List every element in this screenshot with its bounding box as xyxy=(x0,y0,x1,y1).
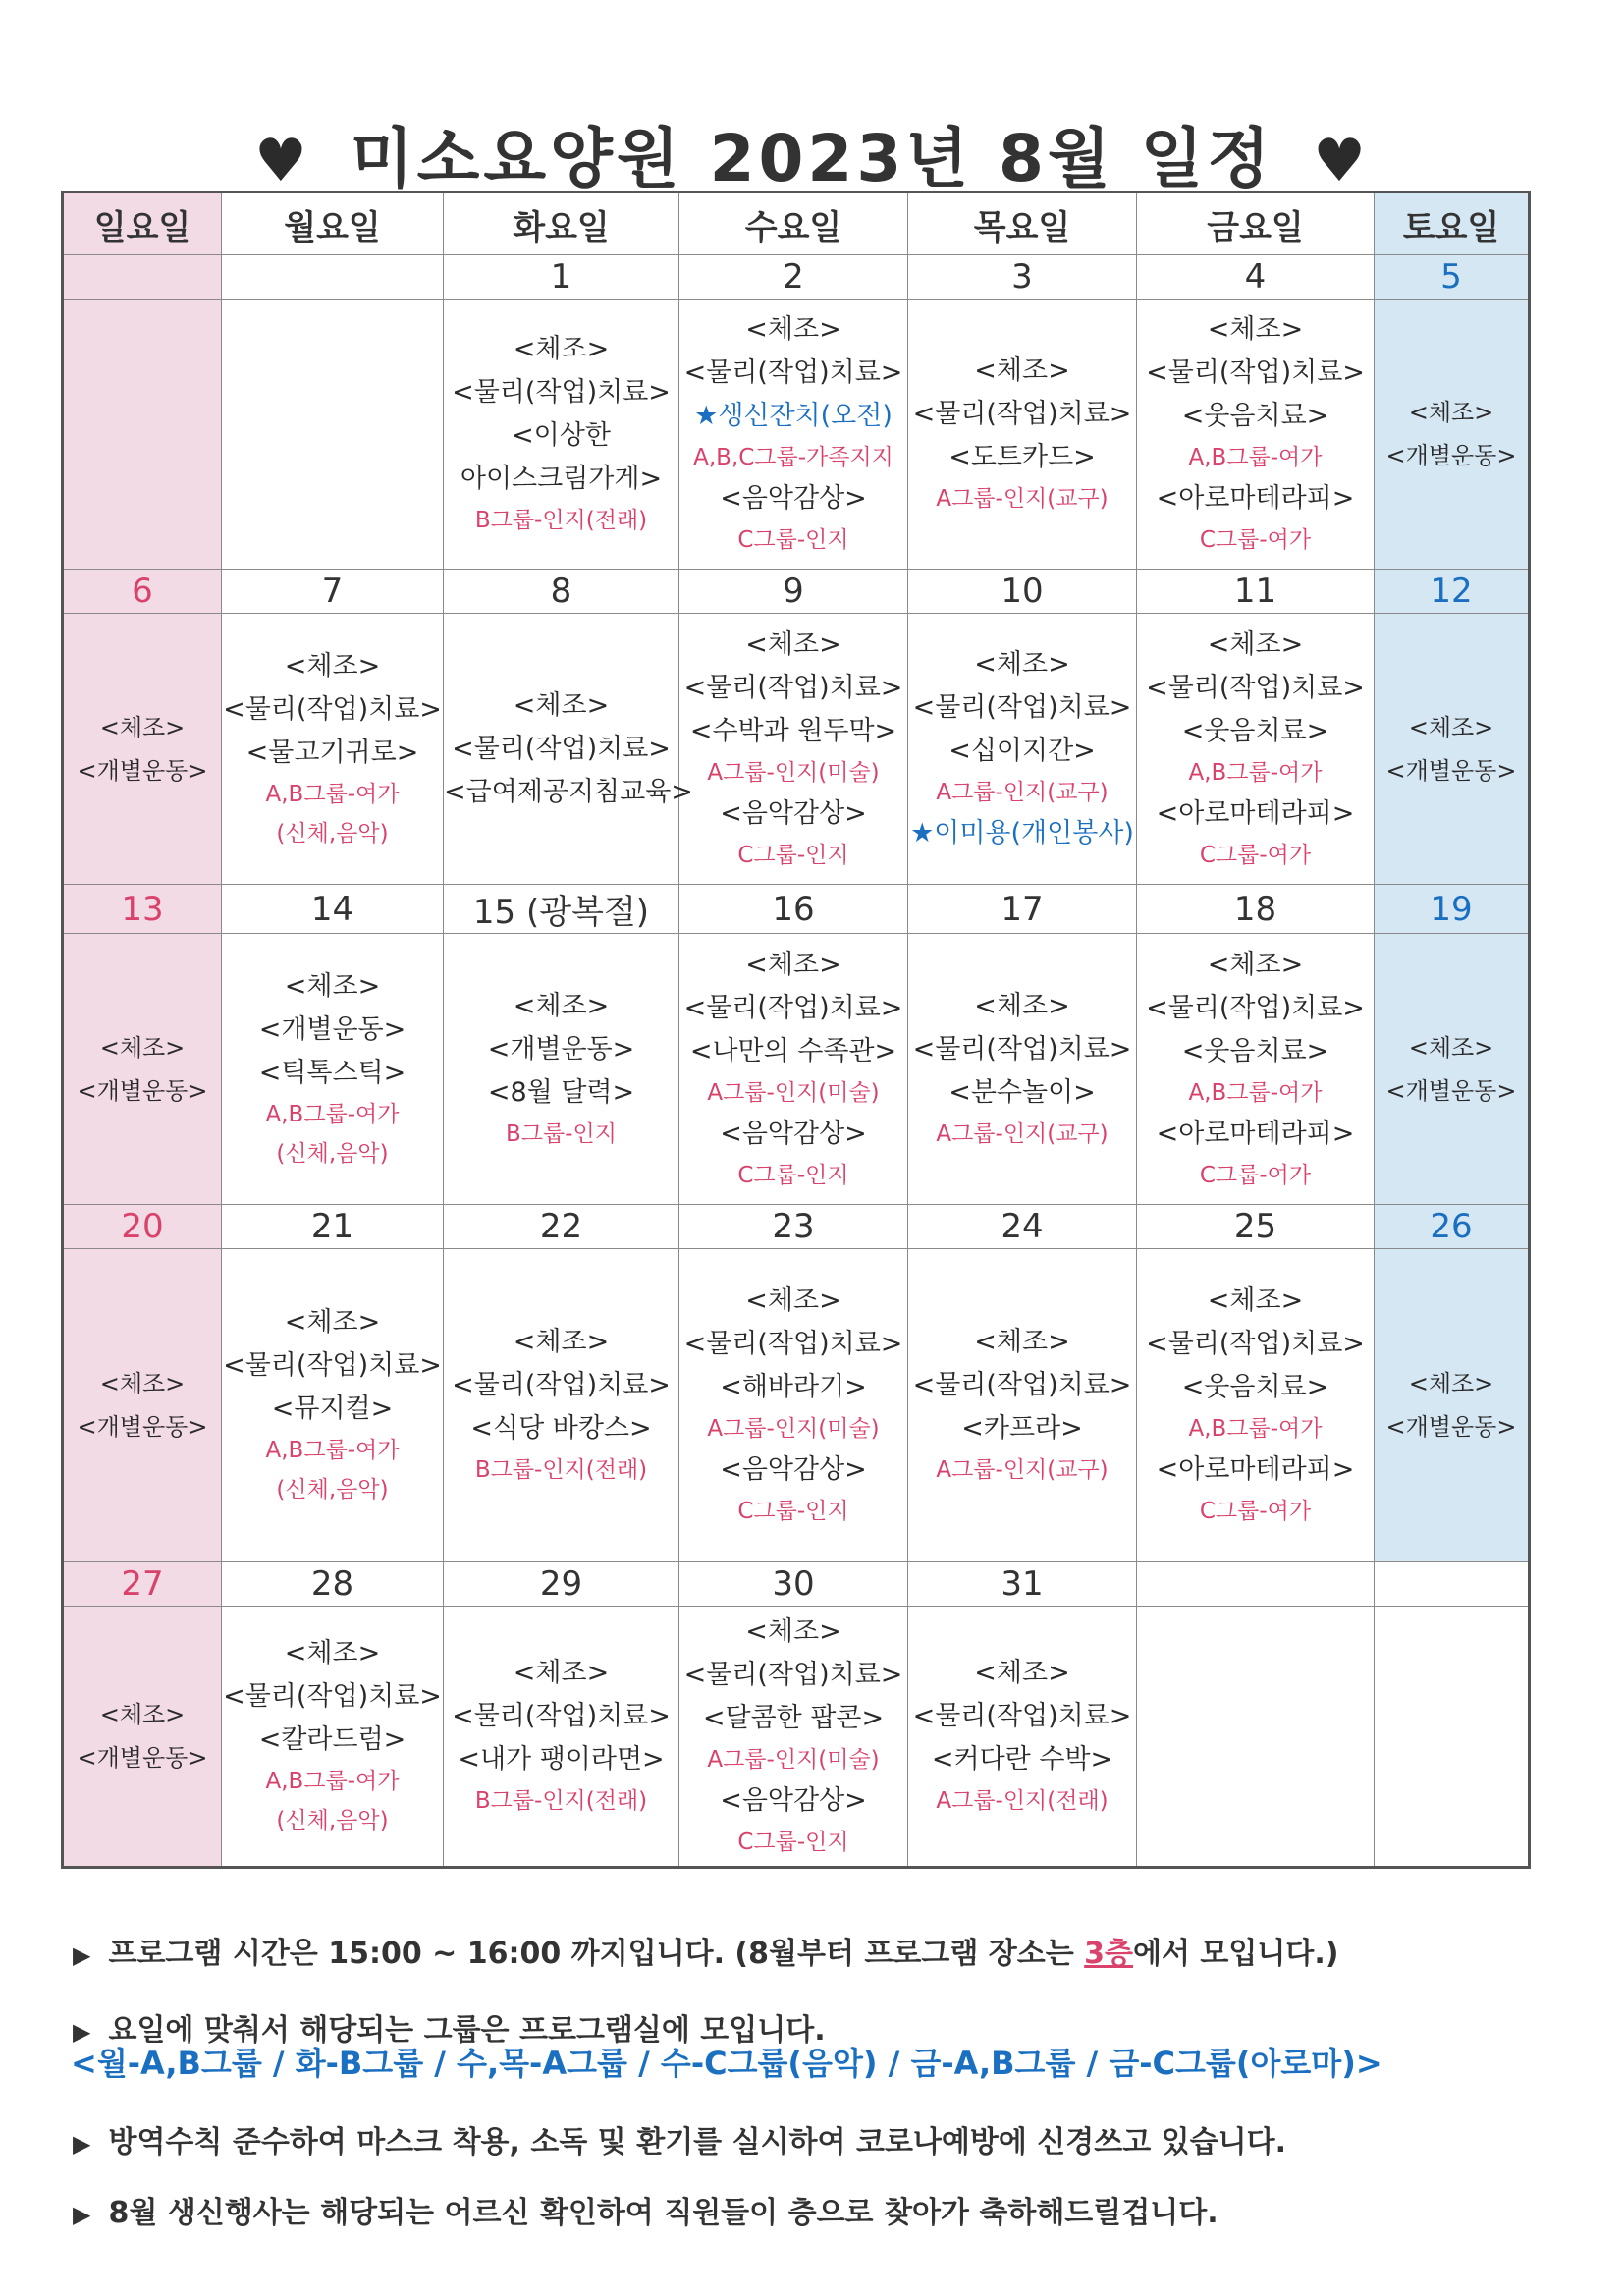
program-item: <해바라기> xyxy=(720,1372,867,1402)
date-number: 26 xyxy=(1375,1205,1530,1249)
date-number: 3 xyxy=(908,255,1137,300)
note-floor: 3층 xyxy=(1084,1937,1133,1971)
schedule-cell xyxy=(444,934,679,1205)
program-item: <웃음치료> xyxy=(1181,1035,1329,1066)
event-highlight: ★생신잔치(오전) xyxy=(694,401,893,431)
program-item: <식당 바캉스> xyxy=(470,1413,652,1444)
group-label: C그룹-인지 xyxy=(737,1830,849,1855)
program-item: <물리(작업)치료> xyxy=(452,1701,671,1731)
group-label: A,B그룹-여가 xyxy=(1188,445,1323,470)
program-item: <아로마테라피> xyxy=(1156,1454,1355,1485)
date-number: 16 xyxy=(679,885,908,934)
schedule-cell xyxy=(444,1607,679,1868)
schedule-cell xyxy=(679,300,908,570)
program-item: <물리(작업)치료> xyxy=(1146,672,1365,703)
schedule-cell xyxy=(1375,614,1530,885)
note-time xyxy=(73,1929,1338,1972)
note-text: 8월 생신행사는 해당되는 어르신 확인하여 직원들이 층으로 찾아가 축하해드릴겁니다. xyxy=(108,2196,1218,2230)
schedule-cell xyxy=(63,300,222,570)
program-item: <체조> xyxy=(284,650,381,682)
schedule-row xyxy=(63,614,1530,885)
note-birthday xyxy=(73,2188,1218,2231)
note-group-schedule: <월-A,B그룹 / 화-B그룹 / 수,목-A그룹 / 수-C그룹(음악) / 금-A,B그룹 / 금-C그룹(아로마)> xyxy=(71,2045,1382,2082)
date-number: 11 xyxy=(1137,570,1375,614)
program-item: <체조> xyxy=(745,1616,841,1647)
schedule-cell xyxy=(1137,614,1375,885)
weekday-header-row xyxy=(63,192,1530,255)
date-number: 24 xyxy=(908,1205,1137,1249)
date-number xyxy=(1375,1562,1530,1607)
schedule-cell xyxy=(1137,934,1375,1205)
program-item: <물리(작업)치료> xyxy=(223,1350,442,1381)
schedule-cell xyxy=(222,934,444,1205)
date-row xyxy=(63,885,1530,934)
program-item: <아로마테라피> xyxy=(1156,797,1355,829)
program-item: <물리(작업)치료> xyxy=(912,691,1132,723)
date-number: 10 xyxy=(908,570,1137,614)
program-item: <틱톡스틱> xyxy=(258,1057,406,1088)
program-item: <개별운동> xyxy=(1385,442,1517,469)
date-number: 7 xyxy=(222,570,444,614)
program-item: <체조> xyxy=(284,970,381,1002)
date-number: 13 xyxy=(63,885,222,934)
date-number: 6 xyxy=(63,570,222,614)
program-item: <아로마테라피> xyxy=(1156,483,1355,514)
group-label: A,B그룹-여가 xyxy=(265,1769,400,1794)
group-label: A,B그룹-여가 xyxy=(1188,1079,1323,1106)
group-label: A,B,C그룹-가족지지 xyxy=(693,445,893,470)
program-item: <체조> xyxy=(745,629,841,660)
schedule-cell xyxy=(1375,934,1530,1205)
program-item: <웃음치료> xyxy=(1181,401,1329,431)
group-label: A그룹-인지(교구) xyxy=(936,1457,1109,1483)
weekday-tuesday: 화요일 xyxy=(444,192,679,255)
schedule-cell xyxy=(222,1249,444,1562)
program-item: <개별운동> xyxy=(77,1413,208,1441)
program-item: <급여제공지침교육> xyxy=(444,776,693,807)
group-label: A,B그룹-여가 xyxy=(265,1101,400,1127)
schedule-row xyxy=(63,1249,1530,1562)
group-label: A그룹-인지(미술) xyxy=(707,1747,880,1773)
program-item: <웃음치료> xyxy=(1181,1372,1329,1402)
schedule-cell xyxy=(679,1607,908,1868)
program-item: <체조> xyxy=(513,990,610,1021)
program-item: <체조> xyxy=(1207,1285,1304,1316)
calendar-table xyxy=(61,191,1531,1869)
group-label: (신체,음악) xyxy=(276,1808,389,1833)
schedule-cell xyxy=(444,300,679,570)
program-item: <체조> xyxy=(974,355,1070,386)
group-label: C그룹-여가 xyxy=(1199,1499,1312,1524)
date-number: 28 xyxy=(222,1562,444,1607)
program-item: 아이스크림가게> xyxy=(460,464,663,494)
group-label: A그룹-인지(전래) xyxy=(936,1788,1109,1814)
date-row xyxy=(63,570,1530,614)
program-item: <물리(작업)치료> xyxy=(1146,992,1365,1023)
program-item: <체조> xyxy=(745,1285,841,1316)
program-item: <체조> xyxy=(1408,713,1494,741)
date-number: 9 xyxy=(679,570,908,614)
group-label: B그룹-인지 xyxy=(506,1121,617,1147)
schedule-cell xyxy=(1137,1249,1375,1562)
group-label: C그룹-여가 xyxy=(1199,527,1312,553)
triangle-bullet-icon: ▶ xyxy=(73,1941,91,1969)
date-number: 19 xyxy=(1375,885,1530,934)
program-item: <아로마테라피> xyxy=(1156,1118,1355,1149)
date-number: 2 xyxy=(679,255,908,300)
program-item: <음악감상> xyxy=(720,1785,867,1816)
program-item: <체조> xyxy=(974,1327,1070,1357)
date-number: 8 xyxy=(444,570,679,614)
program-item: <체조> xyxy=(1207,314,1304,345)
program-item: <도트카드> xyxy=(948,442,1096,472)
schedule-row xyxy=(63,300,1530,570)
date-number: 29 xyxy=(444,1562,679,1607)
group-label: A그룹-인지(교구) xyxy=(936,779,1109,805)
program-item: <물고기귀로> xyxy=(245,737,419,768)
note-text: 프로그램 시간은 15:00 ~ 16:00 까지입니다. (8월부터 프로그램 장소는 xyxy=(108,1937,1085,1971)
program-item: <체조> xyxy=(99,1033,186,1062)
program-item: <체조> xyxy=(513,689,610,721)
program-item: <체조> xyxy=(1408,399,1494,426)
program-item: <뮤지컬> xyxy=(271,1394,394,1424)
date-number: 30 xyxy=(679,1562,908,1607)
program-item: <물리(작업)치료> xyxy=(1146,1329,1365,1359)
note-text: 방역수칙 준수하여 마스크 착용, 소독 및 환기를 실시하여 코로나예방에 신경쓰고 있습니다. xyxy=(108,2125,1286,2159)
group-label: C그룹-여가 xyxy=(1199,842,1312,868)
group-label: (신체,음악) xyxy=(276,1477,389,1503)
weekday-friday: 금요일 xyxy=(1137,192,1375,255)
program-item: <8월 달력> xyxy=(487,1076,635,1108)
group-label: A,B그룹-여가 xyxy=(1188,1416,1323,1442)
program-item: <체조> xyxy=(745,949,841,980)
group-label: B그룹-인지(전래) xyxy=(474,1457,648,1483)
schedule-cell xyxy=(222,614,444,885)
program-item: <칼라드럼> xyxy=(258,1724,406,1755)
program-item: <물리(작업)치료> xyxy=(912,399,1132,429)
schedule-cell xyxy=(1375,1607,1530,1868)
program-item: <개별운동> xyxy=(487,1033,635,1065)
event-highlight: ★이미용(개인봉사) xyxy=(910,817,1134,848)
program-item: <물리(작업)치료> xyxy=(683,1329,903,1359)
schedule-cell xyxy=(908,614,1137,885)
date-number: 25 xyxy=(1137,1205,1375,1249)
program-item: <음악감상> xyxy=(720,797,867,829)
group-label: A,B그룹-여가 xyxy=(1188,759,1323,786)
schedule-cell xyxy=(908,1607,1137,1868)
program-item: <개별운동> xyxy=(1385,756,1517,785)
program-item: <물리(작업)치료> xyxy=(452,377,671,408)
group-label: (신체,음악) xyxy=(276,1140,389,1167)
weekday-thursday: 목요일 xyxy=(908,192,1137,255)
schedule-cell xyxy=(63,1249,222,1562)
program-item: <체조> xyxy=(1207,949,1304,980)
date-number xyxy=(1137,1562,1375,1607)
program-item: <물리(작업)치료> xyxy=(1146,357,1365,388)
note-quarantine xyxy=(73,2117,1286,2160)
program-item: <물리(작업)치료> xyxy=(912,1033,1132,1065)
program-item: <물리(작업)치료> xyxy=(912,1701,1132,1731)
program-item: <개별운동> xyxy=(1385,1413,1517,1441)
date-number: 1 xyxy=(444,255,679,300)
triangle-bullet-icon: ▶ xyxy=(73,2201,91,2228)
date-number: 20 xyxy=(63,1205,222,1249)
group-label: A그룹-인지(교구) xyxy=(936,1121,1109,1147)
program-item: <체조> xyxy=(1408,1370,1494,1397)
group-label: C그룹-인지 xyxy=(737,1499,849,1524)
note-text: 에서 모입니다.) xyxy=(1133,1937,1339,1971)
triangle-bullet-icon: ▶ xyxy=(73,2130,91,2158)
schedule-cell xyxy=(63,614,222,885)
program-item: <분수놀이> xyxy=(948,1076,1096,1108)
schedule-cell xyxy=(908,934,1137,1205)
date-number: 5 xyxy=(1375,255,1530,300)
group-label: A,B그룹-여가 xyxy=(265,1438,400,1463)
heart-icon-left: ♥ xyxy=(254,127,311,195)
schedule-cell xyxy=(1375,1249,1530,1562)
date-number-holiday: 15 (광복절) xyxy=(444,885,679,934)
group-label: B그룹-인지(전래) xyxy=(474,508,648,533)
schedule-cell xyxy=(444,1249,679,1562)
triangle-bullet-icon: ▶ xyxy=(73,2018,91,2046)
weekday-monday: 월요일 xyxy=(222,192,444,255)
program-item: <체조> xyxy=(99,1701,186,1728)
schedule-cell xyxy=(679,1249,908,1562)
program-item: <개별운동> xyxy=(258,1013,406,1045)
date-number: 23 xyxy=(679,1205,908,1249)
group-label: A,B그룹-여가 xyxy=(265,781,400,807)
schedule-cell xyxy=(63,934,222,1205)
schedule-cell xyxy=(222,300,444,570)
program-item: <음악감상> xyxy=(720,483,867,514)
weekday-saturday: 토요일 xyxy=(1375,192,1530,255)
program-item: <카프라> xyxy=(961,1413,1083,1444)
date-row xyxy=(63,255,1530,300)
date-number xyxy=(63,255,222,300)
program-item: <체조> xyxy=(974,1658,1070,1688)
program-item: <수박과 원두막> xyxy=(689,715,897,746)
date-number: 18 xyxy=(1137,885,1375,934)
date-number xyxy=(222,255,444,300)
group-label: (신체,음악) xyxy=(276,820,389,847)
program-item: <십이지간> xyxy=(948,735,1096,766)
schedule-cell xyxy=(222,1607,444,1868)
program-item: <물리(작업)치료> xyxy=(452,733,671,764)
group-label: C그룹-인지 xyxy=(737,842,849,868)
program-item: <체조> xyxy=(513,1658,610,1688)
program-item: <물리(작업)치료> xyxy=(683,357,903,388)
group-label: A그룹-인지(미술) xyxy=(707,1416,880,1442)
date-number: 12 xyxy=(1375,570,1530,614)
program-item: <커다란 수박> xyxy=(931,1744,1113,1775)
note-text: 요일에 맞춰서 해당되는 그룹은 프로그램실에 모입니다. xyxy=(108,2013,826,2048)
schedule-cell xyxy=(908,1249,1137,1562)
date-number: 21 xyxy=(222,1205,444,1249)
group-label: C그룹-인지 xyxy=(737,527,849,553)
program-item: <개별운동> xyxy=(77,1744,208,1772)
schedule-cell xyxy=(679,614,908,885)
schedule-cell xyxy=(444,614,693,885)
schedule-row xyxy=(63,1607,1530,1868)
date-row xyxy=(63,1205,1530,1249)
program-item: <개별운동> xyxy=(77,756,208,785)
program-item: <체조> xyxy=(1207,629,1304,660)
program-item: <물리(작업)치료> xyxy=(223,693,442,725)
program-item: <물리(작업)치료> xyxy=(683,992,903,1023)
group-label: B그룹-인지(전래) xyxy=(474,1788,648,1814)
schedule-cell xyxy=(908,300,1137,570)
date-number: 17 xyxy=(908,885,1137,934)
program-item: <웃음치료> xyxy=(1181,715,1329,746)
program-item: <체조> xyxy=(99,713,186,741)
date-number: 22 xyxy=(444,1205,679,1249)
program-item: <나만의 수족관> xyxy=(689,1035,897,1066)
program-item: <개별운동> xyxy=(1385,1076,1517,1105)
date-number: 31 xyxy=(908,1562,1137,1607)
program-item: <체조> xyxy=(284,1307,381,1338)
program-item: <이상한 xyxy=(512,420,611,451)
date-number: 4 xyxy=(1137,255,1375,300)
program-item: <달콤한 팝콘> xyxy=(702,1703,885,1733)
title-text: 미소요양원 2023년 8월 일정 xyxy=(350,121,1274,196)
program-item: <개별운동> xyxy=(77,1076,208,1105)
program-item: <물리(작업)치료> xyxy=(683,672,903,703)
weekday-wednesday: 수요일 xyxy=(679,192,908,255)
heart-icon-right: ♥ xyxy=(1313,127,1370,195)
program-item: <내가 팽이라면> xyxy=(458,1744,665,1775)
program-item: <물리(작업)치료> xyxy=(452,1370,671,1400)
program-item: <체조> xyxy=(1408,1033,1494,1062)
program-item: <체조> xyxy=(745,314,841,345)
program-item: <물리(작업)치료> xyxy=(223,1681,442,1712)
program-item: <체조> xyxy=(99,1370,186,1397)
program-item: <물리(작업)치료> xyxy=(683,1660,903,1690)
program-item: <체조> xyxy=(974,990,1070,1021)
schedule-cell xyxy=(63,1607,222,1868)
program-item: <물리(작업)치료> xyxy=(912,1370,1132,1400)
schedule-cell xyxy=(1137,300,1375,570)
schedule-row xyxy=(63,934,1530,1205)
program-item: <체조> xyxy=(284,1638,381,1668)
schedule-cell xyxy=(1375,300,1530,570)
date-number: 27 xyxy=(63,1562,222,1607)
program-item: <체조> xyxy=(513,334,610,364)
group-label: A그룹-인지(교구) xyxy=(936,486,1109,512)
group-label: C그룹-인지 xyxy=(737,1162,849,1188)
program-item: <체조> xyxy=(513,1327,610,1357)
group-label: A그룹-인지(미술) xyxy=(707,759,880,786)
page-title xyxy=(0,106,1624,199)
group-label: C그룹-여가 xyxy=(1199,1162,1312,1188)
program-item: <음악감상> xyxy=(720,1118,867,1149)
date-number: 14 xyxy=(222,885,444,934)
schedule-cell xyxy=(679,934,908,1205)
program-item: <체조> xyxy=(974,648,1070,680)
date-row xyxy=(63,1562,1530,1607)
group-label: A그룹-인지(미술) xyxy=(707,1079,880,1106)
weekday-sunday: 일요일 xyxy=(63,192,222,255)
program-item: <음악감상> xyxy=(720,1454,867,1485)
schedule-cell xyxy=(1137,1607,1375,1868)
